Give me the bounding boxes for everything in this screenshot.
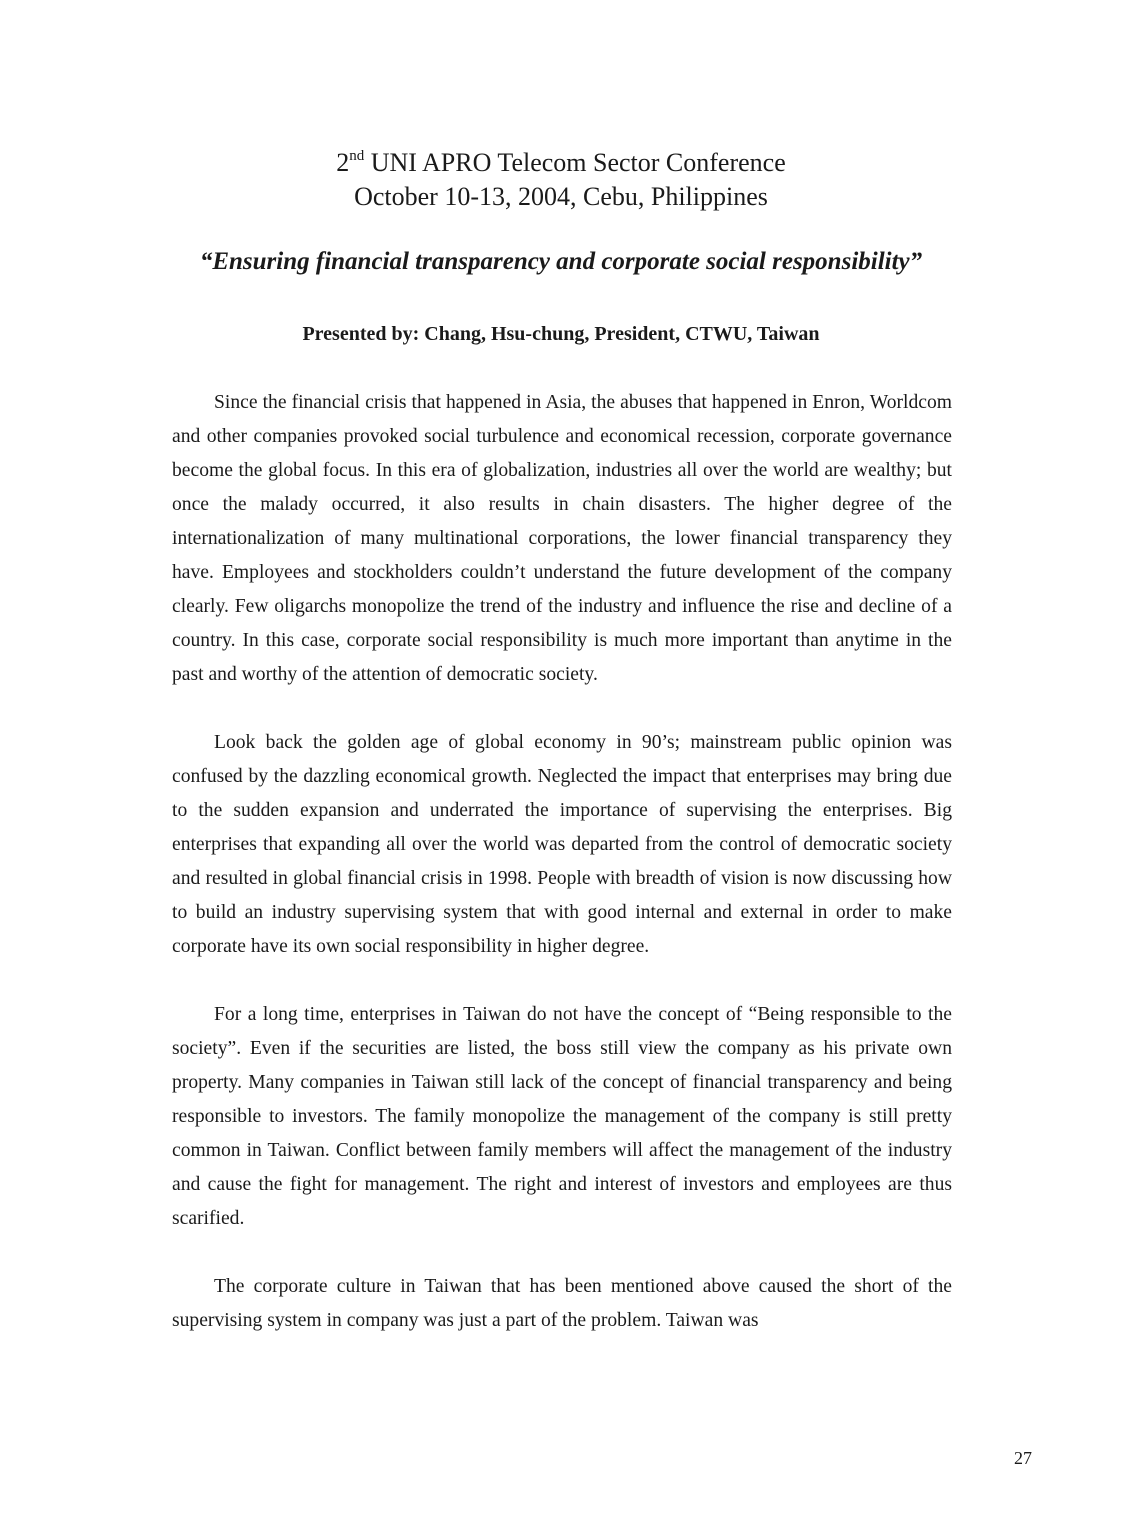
presenter-line: Presented by: Chang, Hsu-chung, President, CTWU, Taiwan (302, 323, 820, 345)
page-number: 27 (1014, 1448, 1032, 1468)
conference-ordinal-suffix: nd (349, 148, 365, 164)
conference-ordinal: 2 (336, 148, 350, 177)
conference-name-line (0, 146, 1122, 180)
body-text (172, 386, 952, 1372)
paper-title: “Ensuring financial transparency and corporate social responsibility” (199, 248, 923, 275)
paragraph: The corporate culture in Taiwan that has been mentioned above caused the short of the supervising system in company was just a part of the problem. Taiwan was (172, 1276, 952, 1331)
paragraph: For a long time, enterprises in Taiwan do not have the concept of “Being responsible to the society”. Even if the securities are listed, the boss still view the company as his private own property. Many companies in Taiwan still lack of the concept of financial transparency and being responsible to investors. The family monopolize the management of the company is still pretty common in Taiwan. Conflict between family members will affect the management of the industry and cause the fight for management. The right and interest of investors and employees are thus scarified. (172, 1004, 952, 1229)
conference-date-place: October 10-13, 2004, Cebu, Philippines (354, 182, 768, 211)
conference-name: UNI APRO Telecom Sector Conference (364, 148, 786, 177)
paragraph: Since the financial crisis that happened in Asia, the abuses that happened in Enron, Worldcom and other companies provoked social turbulence and economical recession, corporate governance become the global focus. In this era of globalization, industries all over the world are wealthy; but once the malady occurred, it also results in chain disasters. The higher degree of the internationalization of many multinational corporations, the lower financial transparency they have. Employees and stockholders couldn’t understand the future development of the company clearly. Few oligarchs monopolize the trend of the industry and influence the rise and decline of a country. In this case, corporate social responsibility is much more important than anytime in the past and worthy of the attention of democratic society. (172, 392, 952, 685)
paragraph: Look back the golden age of global economy in 90’s; mainstream public opinion was confused by the dazzling economical growth. Neglected the impact that enterprises may bring due to the sudden expansion and underrated the importance of supervising the enterprises. Big enterprises that expanding all over the world was departed from the control of democratic society and resulted in global financial crisis in 1998. People with breadth of vision is now discussing how to build an industry supervising system that with good internal and external in order to make corporate have its own social responsibility in higher degree. (172, 732, 952, 957)
conference-heading (0, 146, 1122, 214)
